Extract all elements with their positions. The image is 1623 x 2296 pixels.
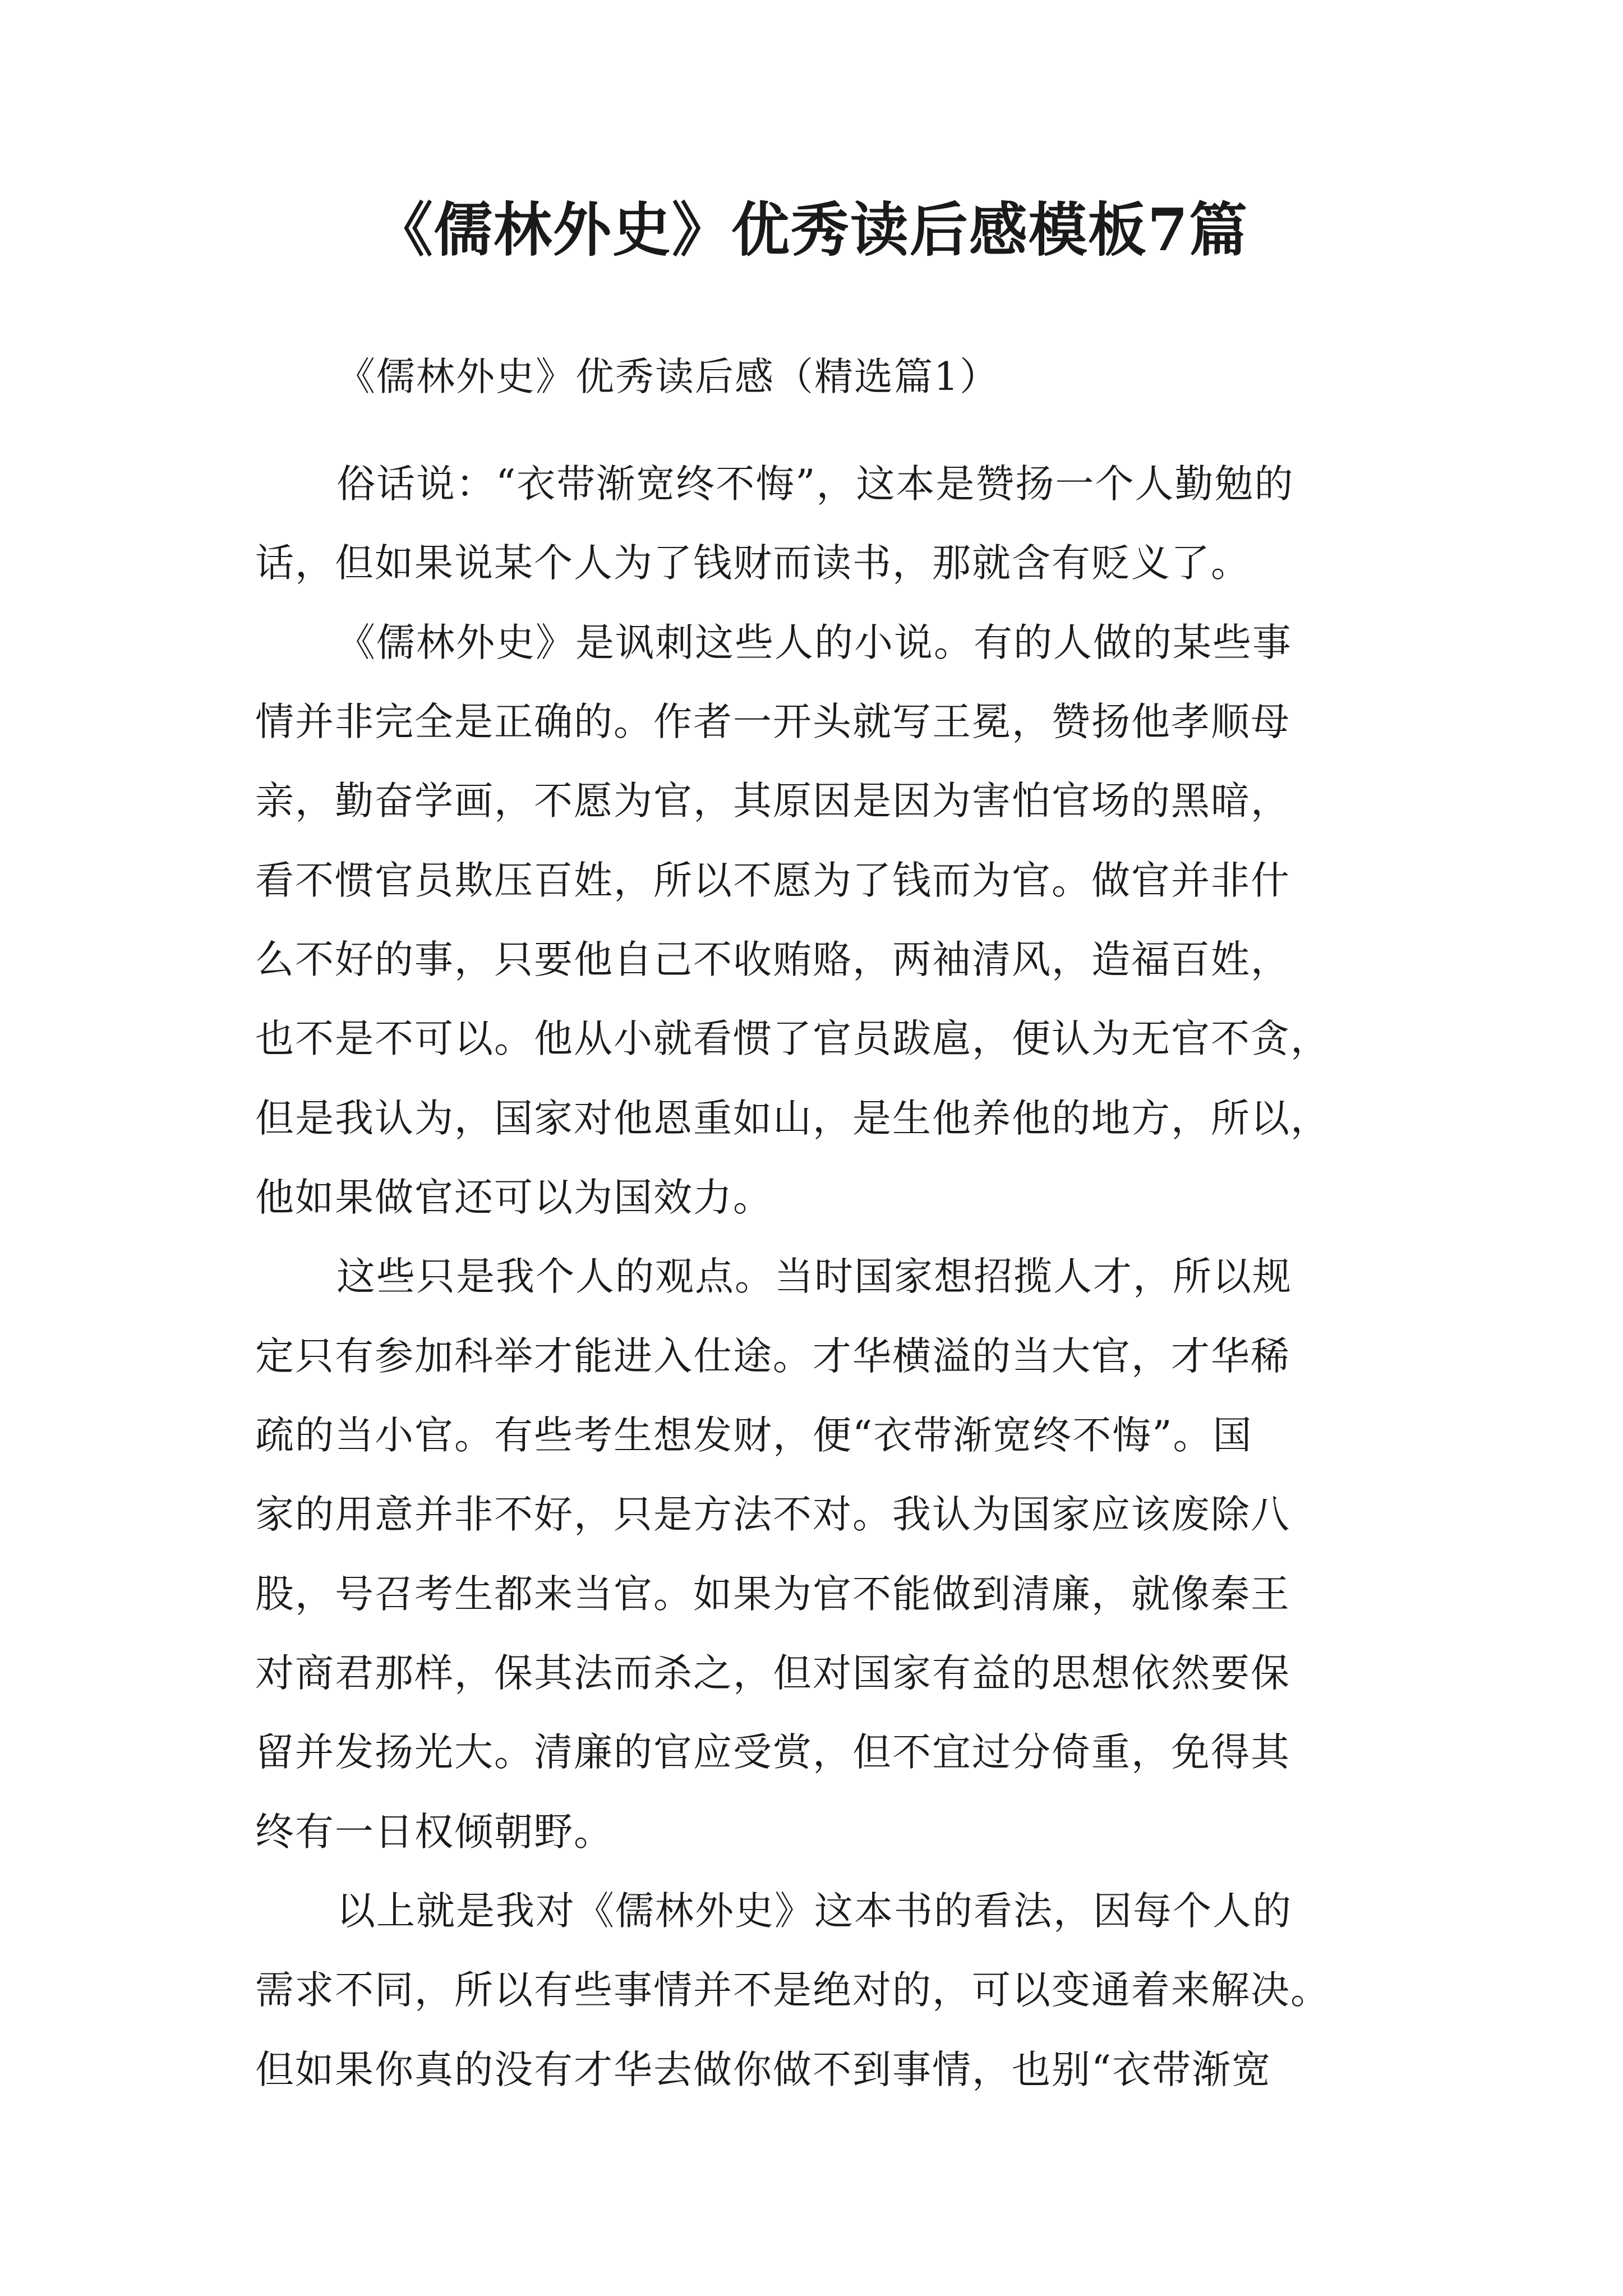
paragraph-line: 情并非完全是正确的。作者一开头就写王冕，赞扬他孝顺母 (255, 700, 1290, 744)
paragraph-line: 这些只是我个人的观点。当时国家想招揽人才，所以规 (336, 1254, 1292, 1299)
paragraph-line: 《儒林外史》是讽刺这些人的小说。有的人做的某些事 (336, 620, 1292, 665)
paragraph-line: 但如果你真的没有才华去做你做不到事情，也别“衣带渐宽 (255, 2047, 1272, 2092)
paragraph-line: 话，但如果说某个人为了钱财而读书，那就含有贬义了。 (255, 541, 1251, 586)
paragraph-line: 亲，勤奋学画，不愿为官，其原因是因为害怕官场的黑暗， (255, 779, 1290, 823)
paragraph-line: 他如果做官还可以为国效力。 (255, 1175, 773, 1220)
paragraph-line: 么不好的事，只要他自己不收贿赂，两袖清风，造福百姓， (255, 937, 1290, 982)
paragraph-line: 也不是不可以。他从小就看惯了官员跋扈，便认为无官不贪， (255, 1016, 1330, 1061)
paragraph-line: 但是我认为，国家对他恩重如山，是生他养他的地方，所以， (255, 1096, 1330, 1141)
paragraph-line: 对商君那样，保其法而杀之，但对国家有益的思想依然要保 (255, 1651, 1290, 1696)
paragraph-line: 疏的当小官。有些考生想发财，便“衣带渐宽终不悔”。国 (255, 1413, 1253, 1458)
paragraph-line: 股，号召考生都来当官。如果为官不能做到清廉，就像秦王 (255, 1572, 1290, 1617)
paragraph-line: 看不惯官员欺压百姓，所以不愿为了钱而为官。做官并非什 (255, 858, 1290, 903)
paragraph-line: 终有一日权倾朝野。 (255, 1810, 614, 1855)
paragraph-line: 定只有参加科举才能进入仕途。才华横溢的当大官，才华稀 (255, 1334, 1290, 1379)
paragraph-line: 以上就是我对《儒林外史》这本书的看法，因每个人的 (336, 1889, 1292, 1934)
section-heading: 《儒林外史》优秀读后感（精选篇1） (336, 355, 999, 399)
paragraph-line: 家的用意并非不好，只是方法不对。我认为国家应该废除八 (255, 1492, 1290, 1537)
paragraph-line: 需求不同，所以有些事情并不是绝对的，可以变通着来解决。 (255, 1968, 1330, 2013)
paragraph-line: 俗话说：“衣带渐宽终不悔”，这本是赞扬一个人勤勉的 (336, 462, 1294, 507)
document-title: 《儒林外史》优秀读后感模板7篇 (374, 195, 1249, 264)
paragraph-line: 留并发扬光大。清廉的官应受赏，但不宜过分倚重，免得其 (255, 1730, 1290, 1775)
